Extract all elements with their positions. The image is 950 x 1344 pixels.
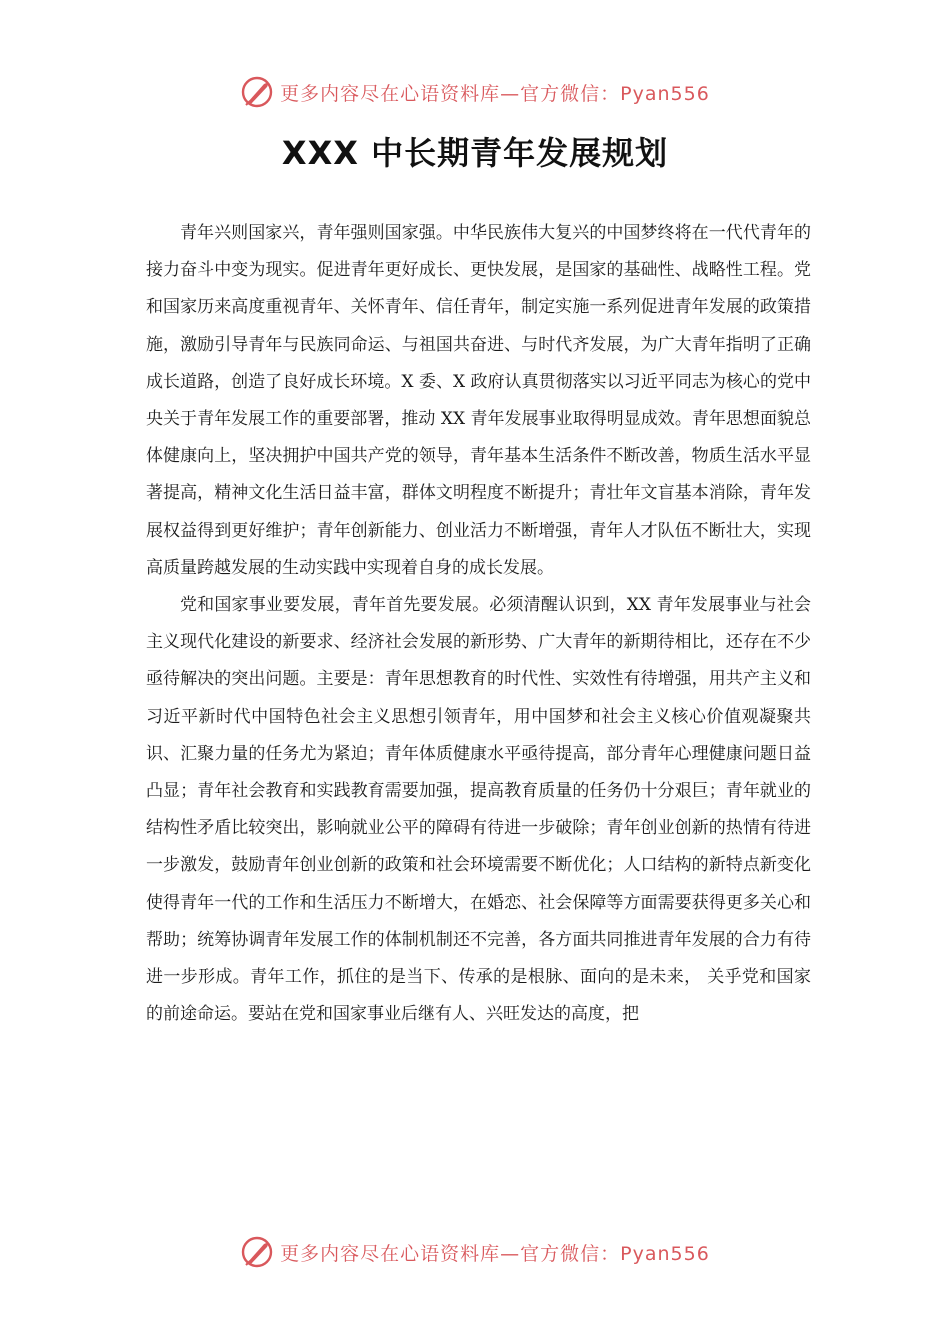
- body-paragraph-1: 青年兴则国家兴，青年强则国家强。中华民族伟大复兴的中国梦终将在一代代青年的接力奋斗中变为现实。促进青年更好成长、更快发展，是国家的基础性、战略性工程。党和国家历来高度重视青年、关怀青年、信任青年，制定实施一系列促进青年发展的政策措施，激励引导青年与民族同命运、与祖国共奋进、与时代齐发展，为广大青年指明了正确成长道路，创造了良好成长环境。X 委、X 政府认真贯彻落实以习近平同志为核心的党中央关于青年发展工作的重要部署，推动 XX 青年发展事业取得明显成效。青年思想面貌总体健康向上，坚决拥护中国共产党的领导，青年基本生活条件不断改善，物质生活水平显著提高，精神文化生活日益丰富，群体文明程度不断提升；青壮年文盲基本消除，青年发展权益得到更好维护；青年创新能力、创业活力不断增强，青年人才队伍不断壮大，实现高质量跨越发展的生动实践中实现着自身的成长发展。: [146, 223, 811, 578]
- quill-pen-logo-icon: [240, 75, 274, 109]
- watermark-text: 更多内容尽在心语资料库—官方微信：Pyan556: [280, 82, 710, 105]
- footer-watermark: [0, 1232, 950, 1272]
- header-watermark: [0, 72, 950, 112]
- document-title: XXX 中长期青年发展规划: [281, 134, 669, 172]
- quill-pen-logo-icon: [240, 1235, 274, 1269]
- document-body: [146, 215, 811, 1033]
- watermark-text: 更多内容尽在心语资料库—官方微信：Pyan556: [280, 1242, 710, 1265]
- body-paragraph-2: 党和国家事业要发展，青年首先要发展。必须清醒认识到，XX 青年发展事业与社会主义现代化建设的新要求、经济社会发展的新形势、广大青年的新期待相比，还存在不少亟待解决的突出问题。主要是：青年思想教育的时代性、实效性有待增强，用共产主义和习近平新时代中国特色社会主义思想引领青年，用中国梦和社会主义核心价值观凝聚共识、汇聚力量的任务尤为紧迫；青年体质健康水平亟待提高，部分青年心理健康问题日益凸显；青年社会教育和实践教育需要加强，提高教育质量的任务仍十分艰巨；青年就业的结构性矛盾比较突出，影响就业公平的障碍有待进一步破除；青年创业创新的热情有待进一步激发，鼓励青年创业创新的政策和社会环境需要不断优化；人口结构的新特点新变化使得青年一代的工作和生活压力不断增大，在婚恋、社会保障等方面需要获得更多关心和帮助；统筹协调青年发展工作的体制机制还不完善，各方面共同推进青年发展的合力有待进一步形成。青年工作，抓住的是当下、传承的是根脉、面向的是未来， 关乎党和国家的前途命运。要站在党和国家事业后继有人、兴旺发达的高度，把: [146, 595, 811, 1025]
